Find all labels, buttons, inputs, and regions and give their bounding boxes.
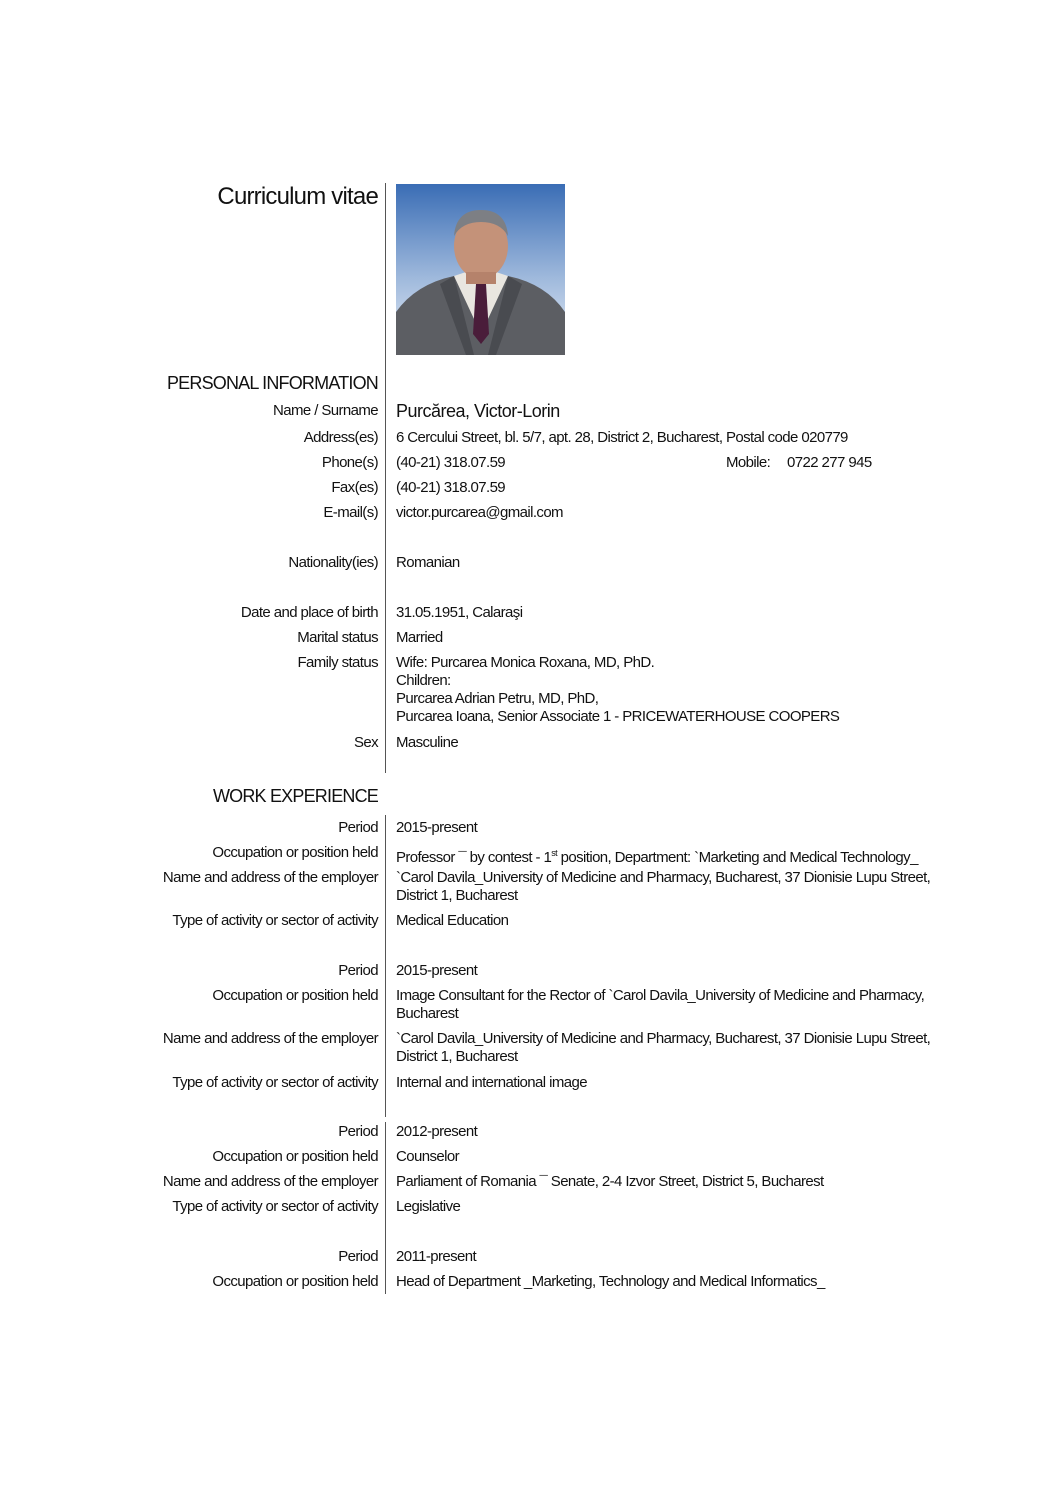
employer-value: Parliament of Romania ¯ Senate, 2-4 Izvor Street, District 5, Bucharest xyxy=(396,1173,824,1190)
nationality-value: Romanian xyxy=(396,554,460,571)
occupation-label: Occupation or position held xyxy=(212,1148,378,1165)
name-value: Purcărea, Victor-Lorin xyxy=(396,401,560,421)
family-line: Children: xyxy=(396,672,451,689)
column-divider xyxy=(385,183,386,773)
column-divider xyxy=(385,1122,386,1294)
personal-information-heading: PERSONAL INFORMATION xyxy=(166,373,378,393)
mobile-value: 0722 277 945 xyxy=(787,454,872,471)
birth-value: 31.05.1951, Calaraşi xyxy=(396,604,523,621)
cv-title: Curriculum vitae xyxy=(217,183,378,210)
fax-value: (40-21) 318.07.59 xyxy=(396,479,506,496)
period-value: 2015-present xyxy=(396,819,478,836)
period-value: 2011-present xyxy=(396,1248,477,1265)
sex-label: Sex xyxy=(353,734,378,751)
marital-label: Marital status xyxy=(297,629,378,646)
family-line: Purcarea Ioana, Senior Associate 1 - PRICEWATERHOUSE COOPERS xyxy=(396,708,840,725)
family-label: Family status xyxy=(297,654,378,671)
activity-label: Type of activity or sector of activity xyxy=(172,1074,378,1091)
email-label: E-mail(s) xyxy=(323,504,378,521)
mobile-label: Mobile: xyxy=(726,454,771,471)
column-divider xyxy=(385,815,386,1117)
occupation-value: Counselor xyxy=(396,1148,459,1165)
phone-label: Phone(s) xyxy=(321,454,378,471)
marital-value: Married xyxy=(396,629,443,646)
activity-value: Medical Education xyxy=(396,912,509,929)
period-label: Period xyxy=(338,1123,378,1140)
activity-label: Type of activity or sector of activity xyxy=(172,912,378,929)
employer-label: Name and address of the employer xyxy=(162,1030,378,1047)
activity-label: Type of activity or sector of activity xyxy=(172,1198,378,1215)
email-value: victor.purcarea@gmail.com xyxy=(396,504,563,521)
nationality-label: Nationality(ies) xyxy=(288,554,378,571)
employer-value: `Carol Davila_University of Medicine and Pharmacy, Bucharest, 37 Dionisie Lupu Street, District 1, Bucharest xyxy=(396,869,931,904)
employer-label: Name and address of the employer xyxy=(162,1173,378,1190)
occupation-value: Image Consultant for the Rector of `Carol Davila_University of Medicine and Pharmacy, Bucharest xyxy=(396,987,925,1022)
period-value: 2015-present xyxy=(396,962,478,979)
family-value xyxy=(396,654,936,726)
period-label: Period xyxy=(338,1248,378,1265)
occupation-label: Occupation or position held xyxy=(212,1273,378,1290)
birth-label: Date and place of birth xyxy=(240,604,378,621)
fax-label: Fax(es) xyxy=(331,479,378,496)
work-experience-heading: WORK EXPERIENCE xyxy=(212,786,378,806)
period-label: Period xyxy=(338,819,378,836)
activity-value: Internal and international image xyxy=(396,1074,587,1091)
activity-value: Legislative xyxy=(396,1198,461,1215)
sex-value: Masculine xyxy=(396,734,459,751)
address-label: Address(es) xyxy=(303,429,378,446)
occupation-value: Head of Department _Marketing, Technology and Medical Informatics_ xyxy=(396,1273,825,1290)
profile-photo xyxy=(396,184,565,355)
family-line: Purcarea Adrian Petru, MD, PhD, xyxy=(396,690,599,707)
phone-value: (40-21) 318.07.59 xyxy=(396,454,506,471)
occupation-label: Occupation or position held xyxy=(212,844,378,861)
employer-label: Name and address of the employer xyxy=(162,869,378,886)
period-value: 2012-present xyxy=(396,1123,478,1140)
period-label: Period xyxy=(338,962,378,979)
employer-value: `Carol Davila_University of Medicine and Pharmacy, Bucharest, 37 Dionisie Lupu Street, District 1, Bucharest xyxy=(396,1030,931,1065)
occupation-value: Professor ¯ by contest - 1st position, Department: `Marketing and Medical Technology_ xyxy=(396,848,918,866)
address-value: 6 Cercului Street, bl. 5/7, apt. 28, District 2, Bucharest, Postal code 020779 xyxy=(396,429,848,446)
occupation-label: Occupation or position held xyxy=(212,987,378,1004)
family-line: Wife: Purcarea Monica Roxana, MD, PhD. xyxy=(396,654,655,671)
name-label: Name / Surname xyxy=(273,402,378,419)
